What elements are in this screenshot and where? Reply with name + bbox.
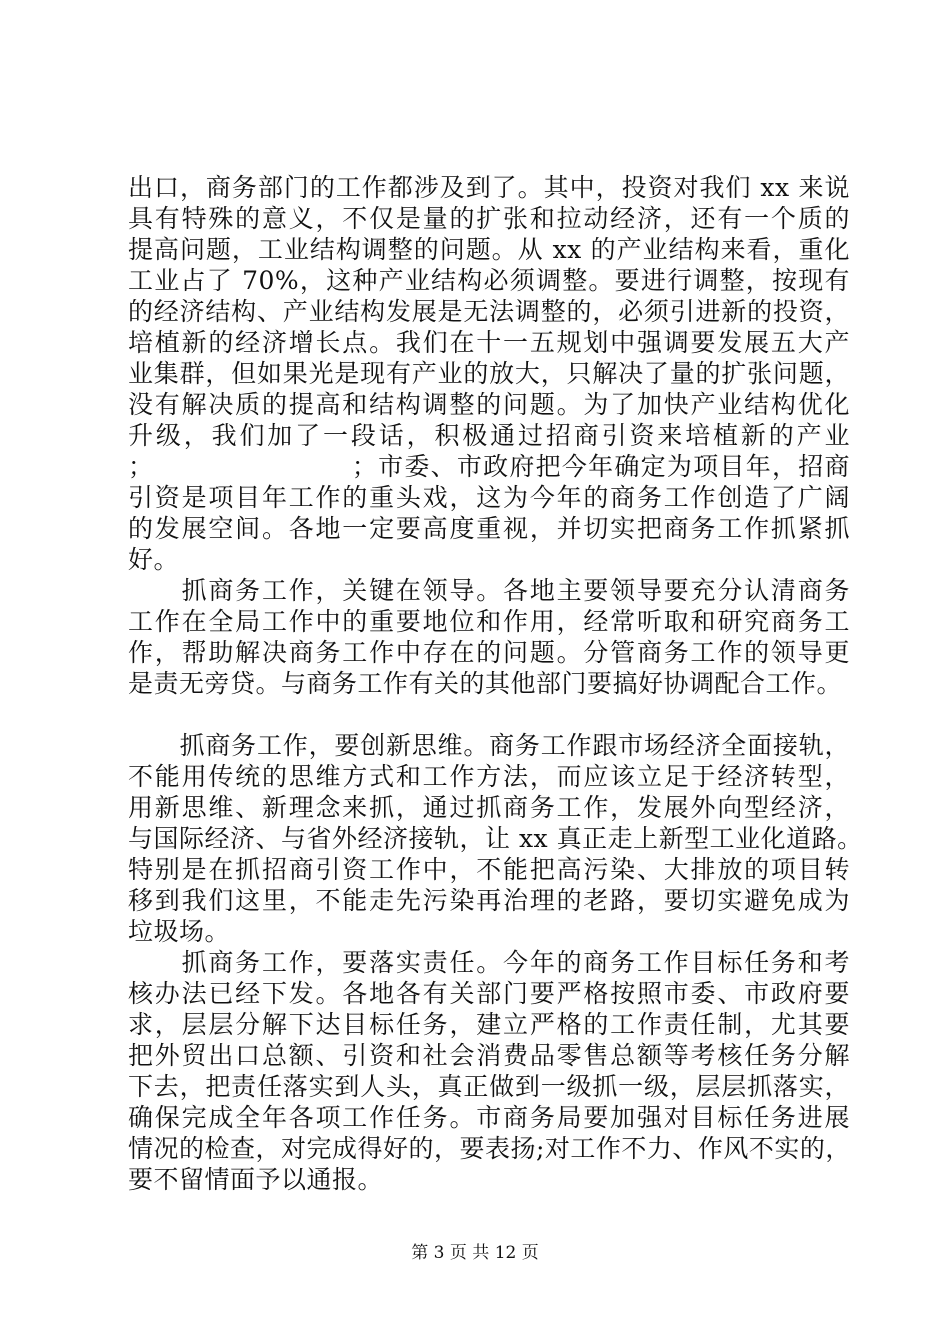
text-line: 抓商务工作，关键在领导。各地主要领导要充分认清商务 — [128, 576, 850, 605]
text-line: 升级，我们加了一段话，积极通过招商引资来培植新的产业 — [128, 421, 850, 450]
text-line: 要不留情面予以通报。 — [128, 1165, 384, 1194]
text-line: 具有特殊的意义，不仅是量的扩张和拉动经济，还有一个质的 — [128, 204, 850, 233]
text-line: 工作在全局工作中的重要地位和作用，经常听取和研究商务工 — [128, 607, 850, 636]
text-line: 引资是项目年工作的重头戏，这为今年的商务工作创造了广阔 — [128, 483, 850, 512]
paragraph-2 — [128, 575, 850, 699]
document-body — [128, 172, 863, 1195]
text-line: 垃圾场。 — [128, 917, 231, 946]
text-line: 的发展空间。各地一定要高度重视，并切实把商务工作抓紧抓 — [128, 514, 850, 543]
text-line: 移到我们这里，不能走先污染再治理的老路，要切实避免成为 — [128, 886, 850, 915]
text-line: 求，层层分解下达目标任务，建立严格的工作责任制，尤其要 — [128, 1010, 850, 1039]
text-line: 抓商务工作，要创新思维。商务工作跟市场经济全面接轨， — [128, 731, 850, 760]
page-footer — [0, 1242, 950, 1264]
text-line: 作，帮助解决商务工作中存在的问题。分管商务工作的领导更 — [128, 638, 850, 667]
text-line: 下去，把责任落实到人头，真正做到一级抓一级，层层抓落实， — [128, 1072, 850, 1101]
text-line: 核办法已经下发。各地各有关部门要严格按照市委、市政府要 — [128, 979, 850, 1008]
text-line: 与国际经济、与省外经济接轨，让 xx 真正走上新型工业化道路。 — [128, 824, 863, 853]
text-line: 是责无旁贷。与商务工作有关的其他部门要搞好协调配合工作。 — [128, 669, 843, 698]
text-line: 好。 — [128, 545, 180, 574]
text-line: ； ；市委、市政府把今年确定为项目年，招商 — [128, 452, 850, 481]
paragraph-3 — [128, 730, 863, 947]
text-line: 工业占了 70%，这种产业结构必须调整。要进行调整，按现有 — [128, 266, 850, 295]
paragraph-4 — [128, 947, 850, 1195]
text-line: 特别是在抓招商引资工作中，不能把高污染、大排放的项目转 — [128, 855, 850, 884]
text-line: 没有解决质的提高和结构调整的问题。为了加快产业结构优化 — [128, 390, 850, 419]
text-line: 抓商务工作，要落实责任。今年的商务工作目标任务和考 — [128, 948, 850, 977]
text-line: 用新思维、新理念来抓，通过抓商务工作，发展外向型经济， — [128, 793, 850, 822]
page-number-label: 第 3 页 共 12 页 — [411, 1243, 539, 1263]
text-line: 确保完成全年各项工作任务。市商务局要加强对目标任务进展 — [128, 1103, 850, 1132]
text-line: 的经济结构、产业结构发展是无法调整的，必须引进新的投资， — [128, 297, 850, 326]
text-line: 业集群，但如果光是现有产业的放大，只解决了量的扩张问题， — [128, 359, 850, 388]
text-line: 情况的检查，对完成得好的，要表扬;对工作不力、作风不实的， — [128, 1134, 851, 1163]
text-line: 培植新的经济增长点。我们在十一五规划中强调要发展五大产 — [128, 328, 850, 357]
text-line: 把外贸出口总额、引资和社会消费品零售总额等考核任务分解 — [128, 1041, 850, 1070]
text-line: 提高问题，工业结构调整的问题。从 xx 的产业结构来看，重化 — [128, 235, 850, 264]
text-line: 不能用传统的思维方式和工作方法，而应该立足于经济转型， — [128, 762, 850, 791]
text-line: 出口，商务部门的工作都涉及到了。其中，投资对我们 xx 来说 — [128, 173, 850, 202]
paragraph-spacer — [128, 699, 850, 730]
paragraph-1 — [128, 172, 850, 575]
